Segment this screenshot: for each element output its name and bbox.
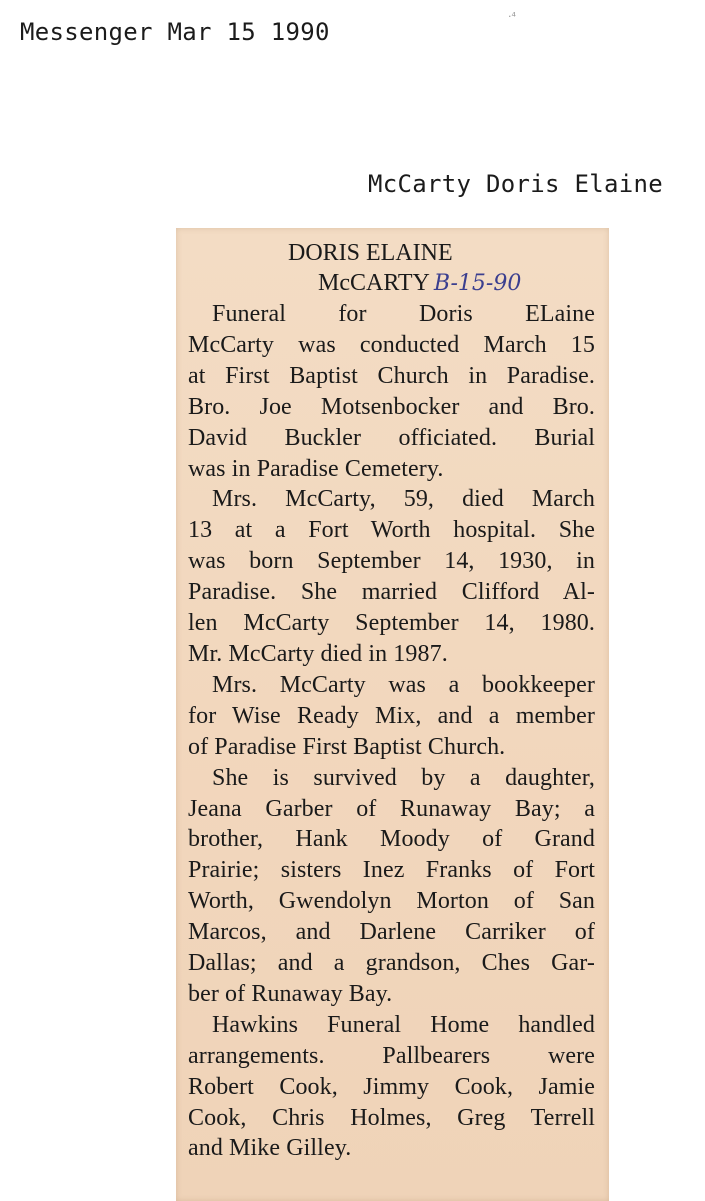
text-line: 13 at a Fort Worth hospital. She bbox=[188, 517, 595, 544]
text-line: len McCarty September 14, 1980. bbox=[188, 610, 595, 637]
text-line: arrangements. Pallbearers were bbox=[188, 1042, 595, 1069]
obituary-headline bbox=[188, 238, 595, 299]
text-line: Jeana Garber of Runaway Bay; a bbox=[188, 795, 595, 822]
text-line: Cook, Chris Holmes, Greg Terrell bbox=[188, 1104, 595, 1131]
text-line: She is survived by a daughter, bbox=[212, 764, 595, 791]
text-line: was in Paradise Cemetery. bbox=[188, 455, 444, 482]
text-line: Mrs. McCarty was a bookkeeper bbox=[212, 671, 595, 698]
handwritten-date-note: B-15-90 bbox=[433, 271, 522, 296]
text-line: at First Baptist Church in Paradise. bbox=[188, 362, 595, 389]
source-date-label: Messenger Mar 15 1990 bbox=[20, 18, 330, 46]
obituary-clipping bbox=[176, 228, 609, 1201]
text-line: Worth, Gwendolyn Morton of San bbox=[188, 888, 595, 915]
obituary-body bbox=[188, 299, 595, 1164]
text-line: for Wise Ready Mix, and a member bbox=[188, 702, 595, 729]
text-line: McCarty was conducted March 15 bbox=[188, 331, 595, 358]
text-line: Funeral for Doris ELaine bbox=[212, 301, 595, 327]
headline-first-name: DORIS ELAINE bbox=[288, 240, 453, 266]
obituary-paragraph bbox=[188, 484, 595, 669]
text-line: Mr. McCarty died in 1987. bbox=[188, 640, 448, 667]
text-line: Marcos, and Darlene Carriker of bbox=[188, 919, 595, 946]
text-line: Mrs. McCarty, 59, died March bbox=[212, 486, 595, 513]
obituary-paragraph bbox=[188, 670, 595, 763]
text-line: ber of Runaway Bay. bbox=[188, 980, 393, 1007]
text-line: brother, Hank Moody of Grand bbox=[188, 826, 595, 853]
obituary-paragraph bbox=[188, 1010, 595, 1165]
text-line: Robert Cook, Jimmy Cook, Jamie bbox=[188, 1073, 595, 1100]
text-line: Prairie; sisters Inez Franks of Fort bbox=[188, 857, 595, 884]
obituary-paragraph bbox=[188, 763, 595, 1010]
text-line: of Paradise First Baptist Church. bbox=[188, 733, 506, 760]
text-line: Dallas; and a grandson, Ches Gar- bbox=[188, 950, 595, 977]
headline-surname: McCARTY bbox=[318, 270, 430, 296]
text-line: Paradise. She married Clifford Al- bbox=[188, 579, 595, 606]
headline-last-name bbox=[188, 268, 595, 299]
text-line: David Buckler officiated. Burial bbox=[188, 424, 595, 451]
text-line: and Mike Gilley. bbox=[188, 1135, 352, 1162]
subject-name-label: McCarty Doris Elaine bbox=[368, 170, 663, 198]
text-line: was born September 14, 1930, in bbox=[188, 548, 595, 575]
obituary-paragraph bbox=[188, 299, 595, 484]
text-line: Bro. Joe Motsenbocker and Bro. bbox=[188, 393, 595, 420]
paper-speck: ·⁴ bbox=[508, 10, 516, 23]
text-line: Hawkins Funeral Home handled bbox=[212, 1011, 595, 1038]
